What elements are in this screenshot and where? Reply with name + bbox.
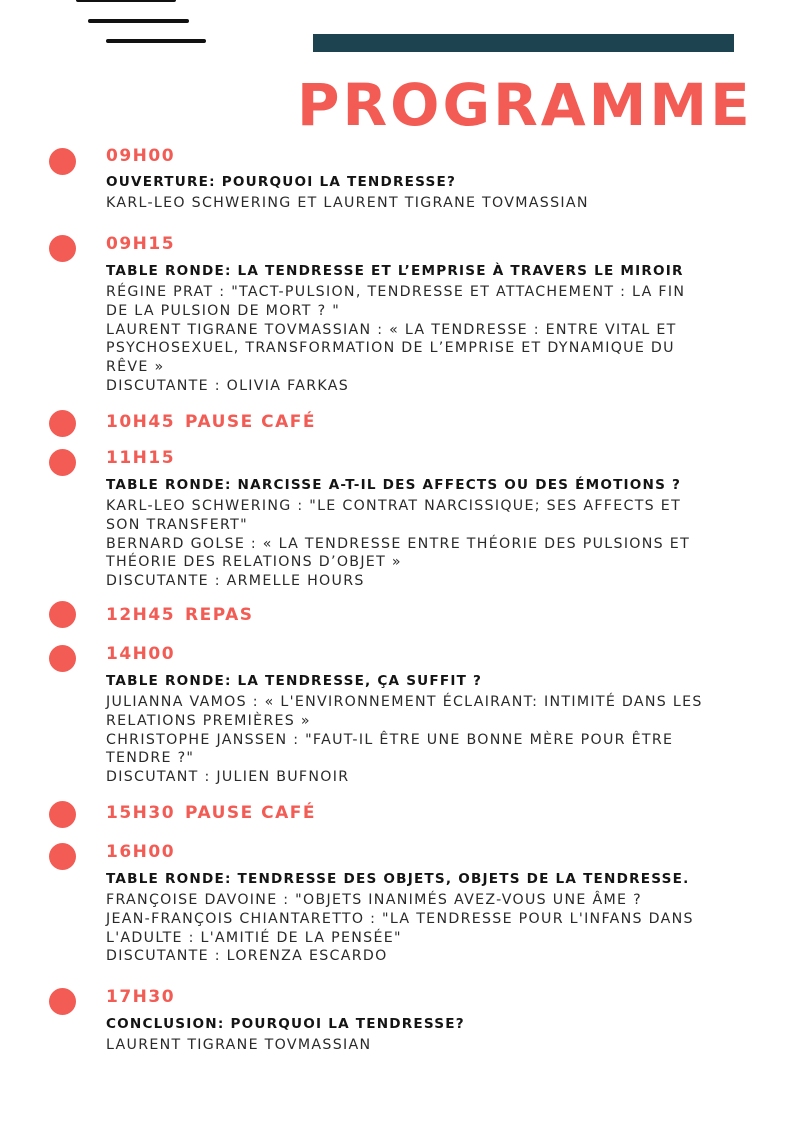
timeline-dot	[49, 801, 76, 828]
break-label: REPAS	[185, 605, 254, 625]
session-time: 09H15	[106, 234, 176, 254]
session-time: 11H15	[106, 448, 176, 468]
break-time	[106, 411, 316, 433]
session-title: TABLE RONDE: NARCISSE A-T-IL DES AFFECTS OU DES ÉMOTIONS ?	[106, 477, 682, 493]
session-time: 15H30	[106, 803, 176, 823]
timeline-dot	[49, 410, 76, 437]
session-speaker-line: KARL-LEO SCHWERING : "LE CONTRAT NARCISSIQUE; SES AFFECTS ET	[106, 498, 682, 514]
decorative-line-middle	[88, 19, 189, 23]
break-label: PAUSE CAFÉ	[185, 412, 317, 432]
session-time: 14H00	[106, 644, 176, 664]
session-block	[106, 476, 766, 591]
timeline-dot	[49, 988, 76, 1015]
session-time: 17H30	[106, 987, 176, 1007]
session-speaker-line: LAURENT TIGRANE TOVMASSIAN	[106, 1037, 372, 1053]
break-time	[106, 802, 316, 824]
header-accent-bar	[313, 34, 734, 52]
session-time: 16H00	[106, 842, 176, 862]
decorative-line-bottom	[106, 39, 206, 43]
timeline-dot	[49, 645, 76, 672]
session-block	[106, 870, 766, 966]
session-time: 12H45	[106, 605, 176, 625]
session-speaker-line: RÉGINE PRAT : "TACT-PULSION, TENDRESSE ET ATTACHEMENT : LA FIN	[106, 284, 686, 300]
session-speaker-line: BERNARD GOLSE : « LA TENDRESSE ENTRE THÉORIE DES PULSIONS ET	[106, 535, 691, 552]
session-discussant: DISCUTANTE : ARMELLE HOURS	[106, 573, 365, 590]
session-title: TABLE RONDE: TENDRESSE DES OBJETS, OBJETS DE LA TENDRESSE.	[106, 871, 690, 887]
session-speaker-line: LAURENT TIGRANE TOVMASSIAN : « LA TENDRESSE : ENTRE VITAL ET	[106, 321, 677, 338]
session-title: TABLE RONDE: LA TENDRESSE ET L’EMPRISE À TRAVERS LE MIROIR	[106, 263, 684, 279]
session-block	[106, 173, 766, 213]
page-title: PROGRAMME	[297, 71, 753, 139]
session-speaker-line: RÊVE »	[106, 359, 165, 376]
session-title: OUVERTURE: POURQUOI LA TENDRESSE?	[106, 174, 457, 190]
session-speaker-line: CHRISTOPHE JANSSEN : "FAUT-IL ÊTRE UNE BONNE MÈRE POUR ÊTRE	[106, 731, 674, 748]
session-title: CONCLUSION: POURQUOI LA TENDRESSE?	[106, 1016, 465, 1032]
session-speaker-line: DE LA PULSION DE MORT ? "	[106, 302, 341, 319]
session-speaker-line: THÉORIE DES RELATIONS D’OBJET »	[106, 554, 402, 571]
session-speaker-line: KARL-LEO SCHWERING ET LAURENT TIGRANE TOVMASSIAN	[106, 195, 589, 211]
session-time: 10H45	[106, 412, 176, 432]
break-time	[106, 604, 254, 626]
timeline-dot	[49, 449, 76, 476]
timeline-dot	[49, 601, 76, 628]
session-discussant: DISCUTANTE : LORENZA ESCARDO	[106, 948, 388, 965]
session-speaker-line: SON TRANSFERT"	[106, 516, 248, 533]
session-block	[106, 262, 766, 396]
session-speaker-line: RELATIONS PREMIÈRES »	[106, 712, 311, 729]
session-block	[106, 672, 766, 787]
session-title: TABLE RONDE: LA TENDRESSE, ÇA SUFFIT ?	[106, 673, 483, 689]
timeline-dot	[49, 235, 76, 262]
timeline-dot	[49, 843, 76, 870]
session-speaker-line: FRANÇOISE DAVOINE : "OBJETS INANIMÉS AVEZ-VOUS UNE ÂME ?	[106, 892, 642, 908]
session-speaker-line: JULIANNA VAMOS : « L'ENVIRONNEMENT ÉCLAIRANT: INTIMITÉ DANS LES	[106, 694, 703, 710]
session-time: 09H00	[106, 146, 176, 166]
session-speaker-line: TENDRE ?"	[106, 750, 195, 767]
session-speaker-line: PSYCHOSEXUEL, TRANSFORMATION DE L’EMPRISE ET DYNAMIQUE DU	[106, 340, 675, 357]
session-discussant: DISCUTANTE : OLIVIA FARKAS	[106, 377, 350, 394]
decorative-line-top	[76, 0, 176, 2]
session-speaker-line: L'ADULTE : L'AMITIÉ DE LA PENSÉE"	[106, 929, 402, 946]
session-block	[106, 1015, 766, 1055]
session-discussant: DISCUTANT : JULIEN BUFNOIR	[106, 769, 350, 786]
session-speaker-line: JEAN-FRANÇOIS CHIANTARETTO : "LA TENDRESSE POUR L'INFANS DANS	[106, 910, 694, 927]
timeline-dot	[49, 148, 76, 175]
break-label: PAUSE CAFÉ	[185, 803, 317, 823]
